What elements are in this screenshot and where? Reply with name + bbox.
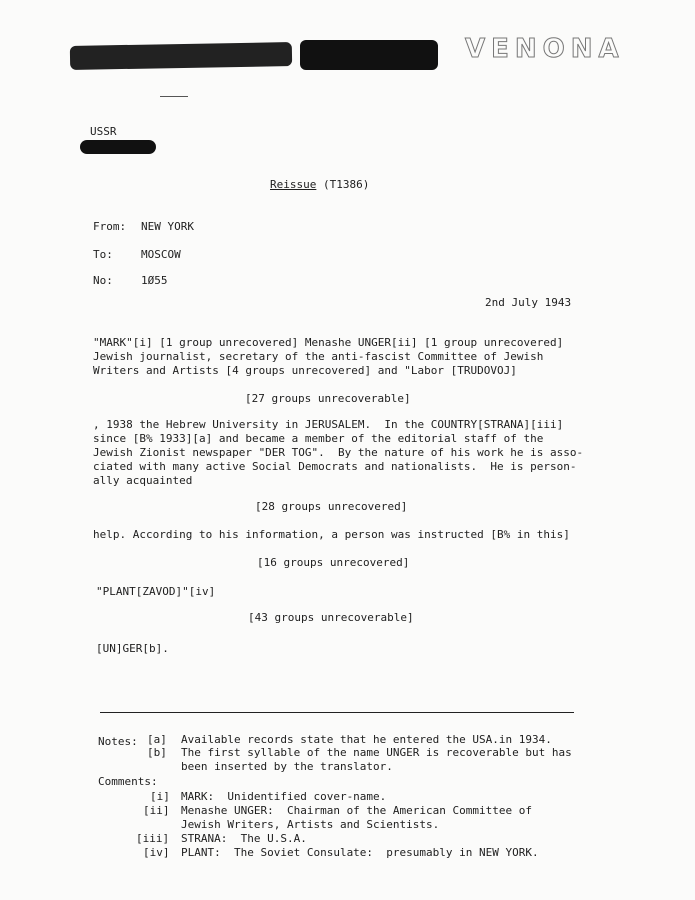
comment-text-iii: STRANA: The U.S.A. (181, 832, 307, 845)
note-text-b: been inserted by the translator. (181, 760, 393, 773)
note-text-a: Available records state that he entered the USA.in 1934. (181, 733, 552, 746)
comment-ref-iii: [iii] (136, 832, 170, 845)
comment-ref-i: [i] (150, 790, 170, 803)
paragraph-2-line: since [B% 1933][a] and became a member of the editorial staff of the (93, 432, 544, 445)
gap-4: [43 groups unrecoverable] (248, 611, 414, 624)
paragraph-2 (93, 418, 583, 488)
note-ref-a: [a] (147, 733, 167, 746)
paragraph-1-line: Jewish journalist, secretary of the anti-fascist Committee of Jewish (93, 350, 544, 363)
paragraph-2-line: , 1938 the Hebrew University in JERUSALEM. In the COUNTRY[STRANA][iii] (93, 418, 564, 431)
redaction-top-secret (70, 42, 292, 70)
country-label: USSR (90, 125, 117, 138)
comment-text-iv: PLANT: The Soviet Consulate: presumably in NEW YORK. (181, 846, 539, 859)
gap-3: [16 groups unrecovered] (257, 556, 410, 569)
note-ref-b: [b] (147, 746, 167, 759)
message-date: 2nd July 1943 (485, 296, 572, 309)
paragraph-2-line: ally acquainted (93, 474, 193, 487)
no-label: No: (93, 274, 113, 287)
to-label: To: (93, 248, 113, 261)
comment-text-i: MARK: Unidentified cover-name. (181, 790, 387, 803)
notes-divider (100, 712, 574, 713)
paragraph-1-line: "MARK"[i] [1 group unrecovered] Menashe UNGER[ii] [1 group unrecovered] (93, 336, 564, 349)
comment-text-ii: Jewish Writers, Artists and Scientists. (181, 818, 440, 831)
paragraph-5: [UN]GER[b]. (96, 642, 169, 655)
venona-stamp: VENONA (465, 34, 625, 64)
from-value: NEW YORK (141, 220, 194, 233)
reissue-ref: (T1386) (322, 178, 370, 191)
note-text-b: The first syllable of the name UNGER is recoverable but has (181, 746, 572, 759)
comment-ref-iv: [iv] (143, 846, 170, 859)
reissue-title: Reissue (270, 178, 317, 191)
comment-ref-ii: [ii] (143, 804, 170, 817)
document-title (270, 178, 369, 191)
paragraph-2-line: ciated with many active Social Democrats and nationalists. He is person- (93, 460, 577, 473)
redaction-header-block (300, 40, 438, 70)
paragraph-2-line: Jewish Zionist newspaper "DER TOG". By the nature of his work he is asso- (93, 446, 584, 459)
paragraph-1 (93, 336, 563, 378)
notes-label: Notes: (98, 735, 138, 748)
no-value: 1Ø55 (141, 274, 168, 287)
paragraph-4: "PLANT[ZAVOD]"[iv] (96, 585, 216, 598)
gap-1: [27 groups unrecoverable] (245, 392, 411, 405)
comment-text-ii: Menashe UNGER: Chairman of the American Committee of (181, 804, 532, 817)
from-label: From: (93, 220, 127, 233)
redaction-classification (80, 140, 156, 154)
paragraph-1-line: Writers and Artists [4 groups unrecovered] and "Labor [TRUDOVOJ] (93, 364, 517, 377)
to-value: MOSCOW (141, 248, 181, 261)
gap-2: [28 groups unrecovered] (255, 500, 408, 513)
header-dash (160, 96, 188, 97)
paragraph-3: help. According to his information, a person was instructed [B% in this] (93, 528, 570, 541)
comments-label: Comments: (98, 775, 158, 788)
